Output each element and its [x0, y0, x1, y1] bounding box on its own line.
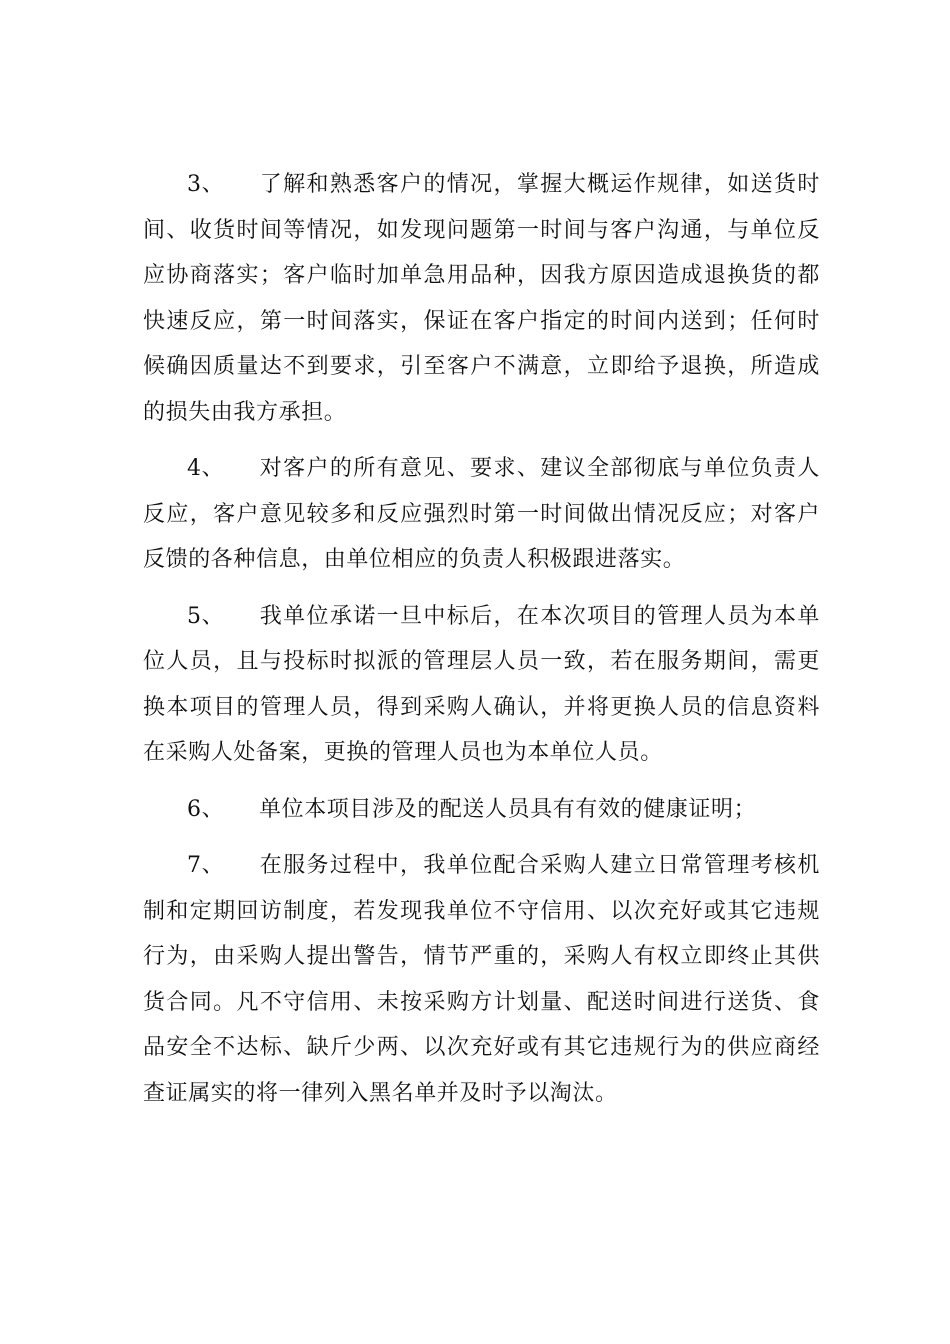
paragraph-4	[143, 446, 820, 583]
paragraph-text: 了解和熟悉客户的情况，掌握大概运作规律，如送货时间、收货时间等情况，如发现问题第一时间与客户沟通，与单位反应协商落实；客户临时加单急用品种，因我方原因造成退换货的都快速反应，第一时间落实，保证在客户指定的时间内送到；任何时候确因质量达不到要求，引至客户不满意，立即给予退换，所造成的损失由我方承担。	[143, 172, 820, 425]
paragraph-number: 7、	[187, 853, 225, 878]
paragraph-number: 4、	[187, 456, 225, 481]
paragraph-text: 我单位承诺一旦中标后，在本次项目的管理人员为本单位人员，且与投标时拟派的管理层人员一致，若在服务期间，需更换本项目的管理人员，得到采购人确认，并将更换人员的信息资料在采购人处备案，更换的管理人员也为本单位人员。	[143, 603, 820, 765]
paragraph-text: 对客户的所有意见、要求、建议全部彻底与单位负责人反应，客户意见较多和反应强烈时第一时间做出情况反应；对客户反馈的各种信息，由单位相应的负责人积极跟进落实。	[143, 456, 820, 572]
paragraph-number: 5、	[187, 603, 225, 629]
paragraph-number: 6、	[187, 796, 225, 822]
document-body	[143, 162, 820, 1127]
paragraph-number: 3、	[187, 172, 225, 197]
paragraph-5	[143, 594, 820, 776]
paragraph-3	[143, 162, 820, 435]
paragraph-7	[143, 843, 820, 1116]
paragraph-text: 在服务过程中，我单位配合采购人建立日常管理考核机制和定期回访制度，若发现我单位不守信用、以次充好或其它违规行为，由采购人提出警告，情节严重的，采购人有权立即终止其供货合同。凡不守信用、未按采购方计划量、配送时间进行送货、食品安全不达标、缺斤少两、以次充好或有其它违规行为的供应商经查证属实的将一律列入黑名单并及时予以淘汰。	[143, 853, 820, 1106]
paragraph-6	[143, 787, 820, 833]
paragraph-text: 单位本项目涉及的配送人员具有有效的健康证明；	[259, 796, 757, 822]
